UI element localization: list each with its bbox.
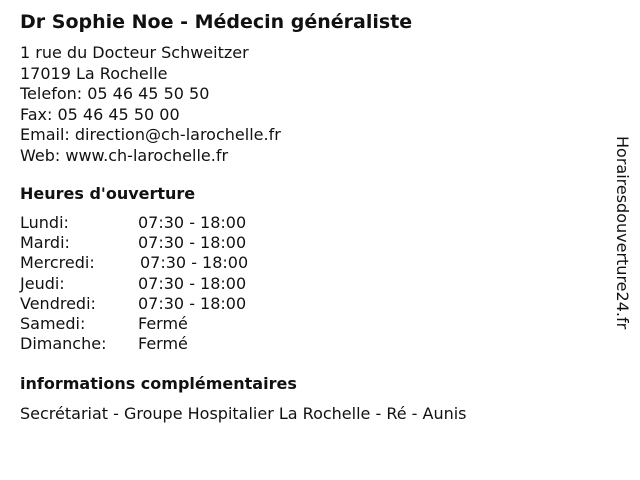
- hours-heading: Heures d'ouverture: [20, 184, 196, 203]
- hours-row-samedi: [20, 314, 320, 334]
- hours-value: 07:30 - 18:00: [138, 213, 247, 232]
- hours-value: 07:30 - 18:00: [138, 293, 247, 313]
- fax-line: Fax: 05 46 45 50 00: [20, 104, 180, 124]
- hours-value: Fermé: [138, 334, 188, 354]
- hours-row-mardi: [20, 233, 320, 253]
- hours-row-mercredi: [20, 253, 320, 273]
- phone-line: Telefon: 05 46 45 50 50: [20, 84, 210, 103]
- contact-block: [20, 43, 281, 166]
- hours-value: Fermé: [138, 313, 188, 333]
- day-label: Samedi:: [20, 313, 86, 333]
- web-line: Web: www.ch-larochelle.fr: [20, 145, 229, 165]
- extra-info-heading: informations complémentaires: [20, 374, 297, 393]
- hours-value: 07:30 - 18:00: [138, 273, 247, 293]
- hours-table: [20, 213, 320, 354]
- extra-info-text: Secrétariat - Groupe Hospitalier La Rochelle - Ré - Aunis: [20, 404, 467, 423]
- hours-value: 07:30 - 18:00: [140, 253, 249, 273]
- hours-row-lundi: [20, 213, 320, 233]
- day-label: Mardi:: [20, 233, 70, 253]
- day-label: Lundi:: [20, 213, 69, 232]
- page-title: Dr Sophie Noe - Médecin généraliste: [20, 11, 413, 33]
- day-label: Dimanche:: [20, 334, 107, 354]
- day-label: Vendredi:: [20, 293, 96, 313]
- address-city: 17019 La Rochelle: [20, 63, 168, 83]
- site-watermark-label: Horairesdouverture24.fr: [613, 136, 632, 330]
- address-street: 1 rue du Docteur Schweitzer: [20, 43, 249, 62]
- hours-row-jeudi: [20, 274, 320, 294]
- day-label: Jeudi:: [20, 273, 65, 293]
- hours-row-dimanche: [20, 334, 320, 354]
- email-line: Email: direction@ch-larochelle.fr: [20, 125, 281, 144]
- hours-value: 07:30 - 18:00: [138, 233, 247, 253]
- hours-row-vendredi: [20, 294, 320, 314]
- day-label: Mercredi:: [20, 253, 95, 273]
